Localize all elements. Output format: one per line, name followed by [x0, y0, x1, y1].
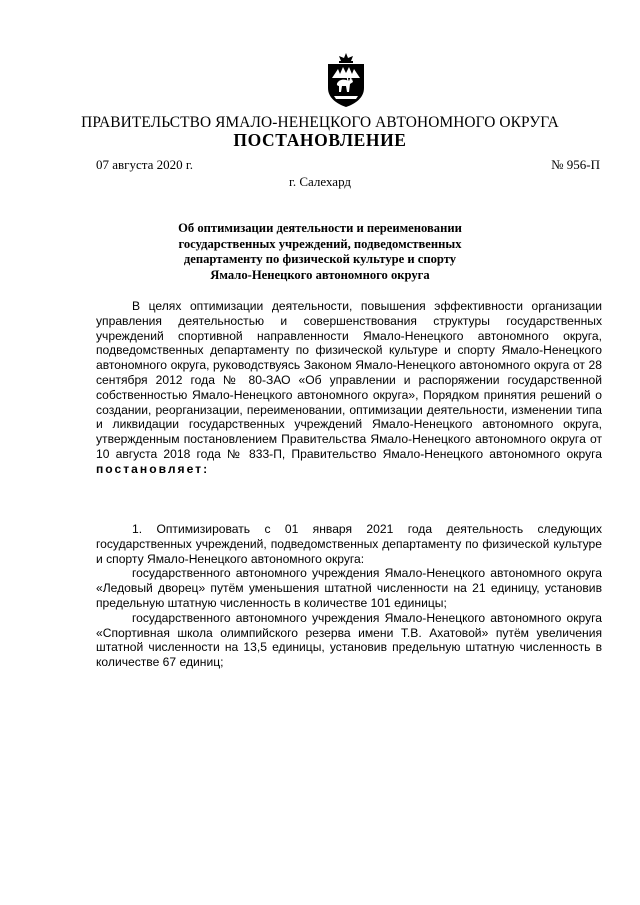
subject-line: государственных учреждений, подведомственных	[178, 236, 462, 251]
document-date: 07 августа 2020 г.	[96, 157, 193, 172]
coat-of-arms-emblem	[326, 52, 366, 108]
preamble-text: В целях оптимизации деятельности, повышения эффективности организации управления деятельностью и совершенствования структуры государственных учреждений спортивной направленности Ямало-Ненецкого автономного округа, подведомственных департаменту по физической культуре и спорту Ямало-Ненецкого автономного округа, руководствуясь Законом Ямало-Ненецкого автономного округа от 28 сентября 2012 года № 80-ЗАО «Об управлении и распоряжении государственной собственностью Ямало-Ненецкого автономного округа», Порядком принятия решений о создании, реорганизации, переименовании, оптимизации деятельности, изменении типа и ликвидации государственных учреждений Ямало-Ненецкого автономного округа, утвержденным постановлением Правительства Ямало-Ненецкого автономного округа от 10 августа 2018 года № 833-П, Правительство Ямало-Ненецкого автономного округа	[96, 299, 602, 461]
government-title: ПРАВИТЕЛЬСТВО ЯМАЛО-НЕНЕЦКОГО АВТОНОМНОГО ОКРУГА	[81, 114, 559, 131]
document-subject	[0, 221, 640, 283]
resolution-items	[96, 522, 602, 670]
item-1-sub-b: государственного автономного учреждения Ямало-Ненецкого автономного округа «Спортивная школа олимпийского резерва имени Т.В. Ахатовой» путём увеличения штатной численности на 13,5 единицы, установив предельную штатную численность в количестве 67 единиц;	[96, 610, 602, 670]
subject-line: департаменту по физической культуре и спорту	[183, 252, 457, 266]
document-type: ПОСТАНОВЛЕНИЕ	[233, 130, 407, 150]
resolves-word: постановляет:	[96, 461, 210, 476]
item-1-sub-a: государственного автономного учреждения Ямало-Ненецкого автономного округа «Ледовый дворец» путём уменьшения штатной численности на 21 единицу, установив предельную штатную численность в количестве 101 единицы;	[96, 566, 602, 610]
document-city: г. Салехард	[288, 174, 352, 189]
item-1: 1. Оптимизировать с 01 января 2021 года деятельность следующих государственных учреждений, подведомственных департаменту по физической культуре и спорту Ямало-Ненецкого автономного округа:	[96, 522, 602, 566]
subject-line: Об оптимизации деятельности и переименовании	[178, 221, 462, 235]
subject-line: Ямало-Ненецкого автономного округа	[210, 267, 430, 282]
document-number: № 956-П	[551, 157, 600, 172]
preamble-paragraph	[96, 299, 602, 477]
